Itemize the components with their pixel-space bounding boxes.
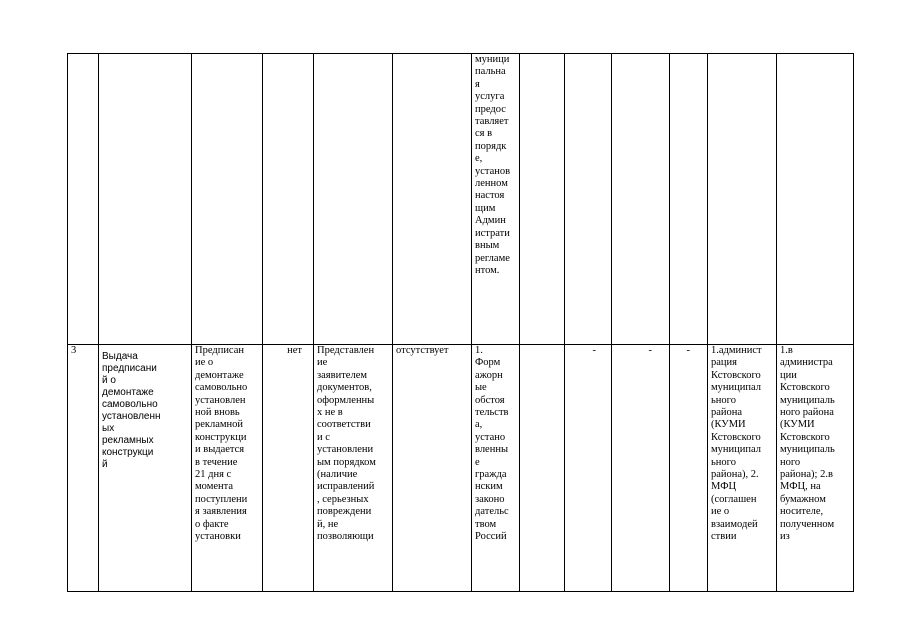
procedure-note: муници пальна я услуга предос тавляет ся в порядк е, установ ленном настоя щим Админ истрати вным регламе нтом. [475,54,511,276]
table-cell [565,54,612,345]
service-name-cell: Выдача предписани й о демонтаже самовольно установленн ых рекламных конструкци й [99,345,192,592]
basis-cell: 1. Форм ажорн ые обстоя тельств а, устано вленны е гражда нским законо дательс твом Россий [472,345,520,592]
table-cell [472,54,520,345]
fee-kbk-cell: - [670,345,708,592]
fee-cell: - [565,345,612,592]
refusal-cell: Представлен ие заявителем документов, оформленны х не в соответстви и с установлени ым порядком (наличие исправлений , серьезных повреждени й, не позволяющи [314,345,393,592]
table-cell [99,54,192,345]
suspension-cell: отсутствует [393,345,472,592]
table-cell [68,54,99,345]
table-cell [612,54,670,345]
table-cell [314,54,393,345]
table-cell [263,54,314,345]
channels-cell: 1.админист рация Кстовского муниципал ьного района (КУМИ Кстовского муниципал ьного района), 2. МФЦ (соглашен ие о взаимодей ствии [708,345,777,592]
table-cell [670,54,708,345]
table-cell [708,54,777,345]
term-side-cell: нет [263,345,314,592]
row-number-cell: 3 [68,345,99,592]
table-cell [777,54,854,345]
results-cell: 1.в администра ции Кстовского муниципаль ного района (КУМИ Кстовского муниципаль ного района); 2.в МФЦ, на бумажном носителе, полученном из [777,345,854,592]
table-cell [520,54,565,345]
fee-details-cell: - [612,345,670,592]
empty-cell [520,345,565,592]
table-row [68,345,854,592]
table-cell [393,54,472,345]
term-cell: Предписан ие о демонтаже самовольно установлен ной вновь рекламной конструкци и выдается в течение 21 дня с момента поступлени я заявления о факте установки [192,345,263,592]
table-cell [192,54,263,345]
services-table [67,53,854,592]
table-row [68,54,854,345]
